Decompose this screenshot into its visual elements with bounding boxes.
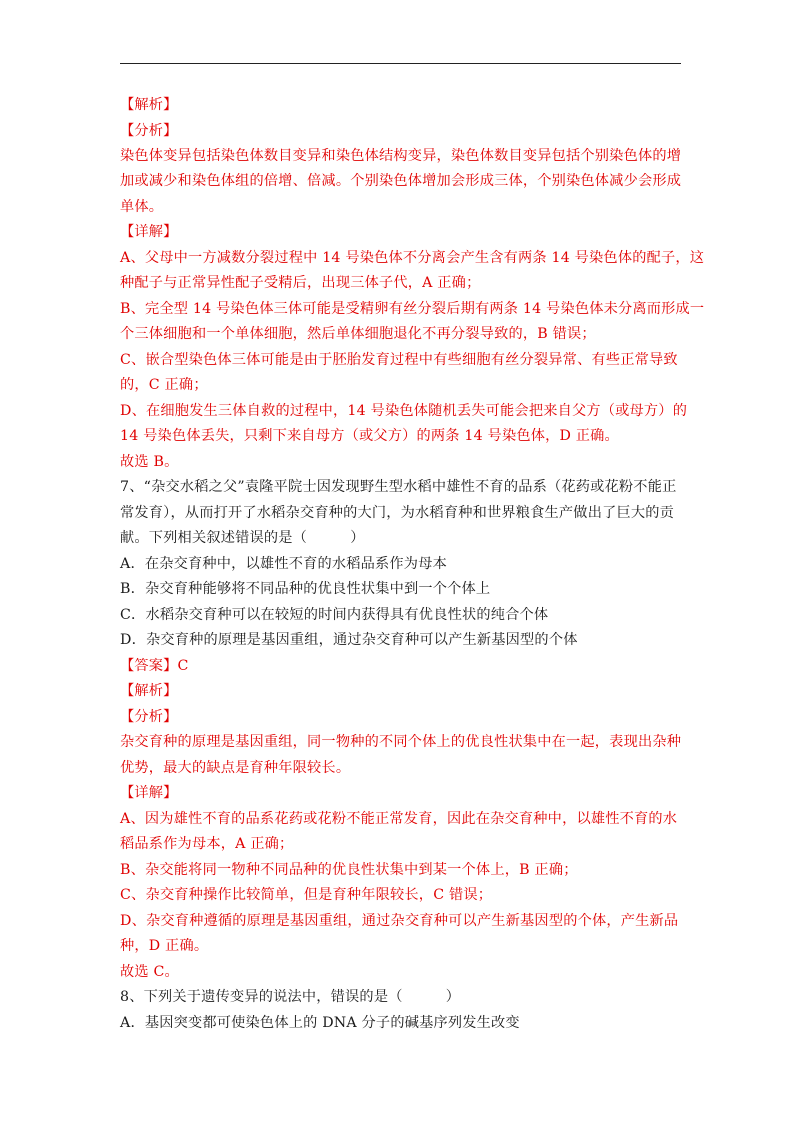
question-8-stem: 8、下列关于遗传变异的说法中，错误的是（ ） [120, 989, 461, 1005]
analysis-text-line: 单体。 [120, 199, 164, 215]
conclusion-text: 故选 B。 [120, 454, 179, 470]
answer-line: 【答案】C [120, 658, 189, 674]
explanation-text-line: 个三体细胞和一个单体细胞，然后单体细胞退化不再分裂导致的，B 错误； [120, 326, 596, 342]
explanation-text-line: C、嵌合型染色体三体可能是由于胚胎发育过程中有些细胞有丝分裂异常、有些正常导致 [120, 352, 678, 368]
explanation-text-line: A、因为雄性不育的品系花药或花粉不能正常发育，因此在杂交育种中，以雄性不育的水 [120, 811, 678, 827]
explanation-text-line: A、父母中一方减数分裂过程中 14 号染色体不分离会产生含有两条 14 号染色体的配子，这 [120, 250, 705, 266]
section-heading-fenxi: 【分析】 [120, 123, 178, 139]
explanation-text-line: D、在细胞发生三体自救的过程中，14 号染色体随机丢失可能会把来自父方（或母方）的 [120, 403, 688, 419]
explanation-text-line: B、完全型 14 号染色体三体可能是受精卵有丝分裂后期有两条 14 号染色体未分离而形成一 [120, 301, 705, 317]
explanation-text-line: 的，C 正确； [120, 377, 208, 393]
section-heading-jiexi: 【解析】 [120, 97, 178, 113]
analysis-text-line: 优势，最大的缺点是育种年限较长。 [120, 760, 351, 776]
explanation-text-line: 种，D 正确。 [120, 938, 209, 954]
section-heading-xiangjie: 【详解】 [120, 224, 178, 240]
question-7-option-c: C．水稻杂交育种可以在较短的时间内获得具有优良性状的纯合个体 [120, 607, 549, 623]
question-7-option-b: B．杂交育种能够将不同品种的优良性状集中到一个个体上 [120, 581, 491, 597]
explanation-text-line: D、杂交育种遵循的原理是基因重组，通过杂交育种可以产生新基因型的个体，产生新品 [120, 913, 679, 929]
question-7-stem: 常发育），从而打开了水稻杂交育种的大门，为水稻育种和世界粮食生产做出了巨大的贡 [120, 505, 675, 521]
header-rule [120, 63, 681, 64]
question-7-option-a: A．在杂交育种中，以雄性不育的水稻品系作为母本 [120, 556, 447, 572]
section-heading-jiexi: 【解析】 [120, 683, 178, 699]
conclusion-text: 故选 C。 [120, 964, 179, 980]
explanation-text-line: C、杂交育种操作比较简单，但是育种年限较长，C 错误； [120, 887, 493, 903]
explanation-text-line: 种配子与正常异性配子受精后，出现三体子代，A 正确； [120, 275, 481, 291]
analysis-text-line: 加或减少和染色体组的倍增、倍减。个别染色体增加会形成三体，个别染色体减少会形成 [120, 173, 682, 189]
question-8-option-a: A．基因突变都可使染色体上的 DNA 分子的碱基序列发生改变 [120, 1015, 520, 1031]
analysis-text-line: 杂交育种的原理是基因重组，同一物种的不同个体上的优良性状集中在一起，表现出杂种 [120, 734, 682, 750]
question-7-stem: 7、“杂交水稻之父”袁隆平院士因发现野生型水稻中雄性不育的品系（花药或花粉不能正 [120, 479, 677, 495]
section-heading-xiangjie: 【详解】 [120, 785, 178, 801]
analysis-text-line: 染色体变异包括染色体数目变异和染色体结构变异，染色体数目变异包括个别染色体的增 [120, 148, 682, 164]
question-7-stem: 献。下列相关叙述错误的是（ ） [120, 530, 365, 546]
explanation-text-line: 14 号染色体丢失，只剩下来自母方（或父方）的两条 14 号染色体，D 正确。 [120, 428, 619, 444]
question-7-option-d: D．杂交育种的原理是基因重组，通过杂交育种可以产生新基因型的个体 [120, 632, 578, 648]
explanation-text-line: B、杂交能将同一物种不同品种的优良性状集中到某一个体上，B 正确； [120, 862, 578, 878]
explanation-text-line: 稻品系作为母本，A 正确； [120, 836, 294, 852]
section-heading-fenxi: 【分析】 [120, 709, 178, 725]
